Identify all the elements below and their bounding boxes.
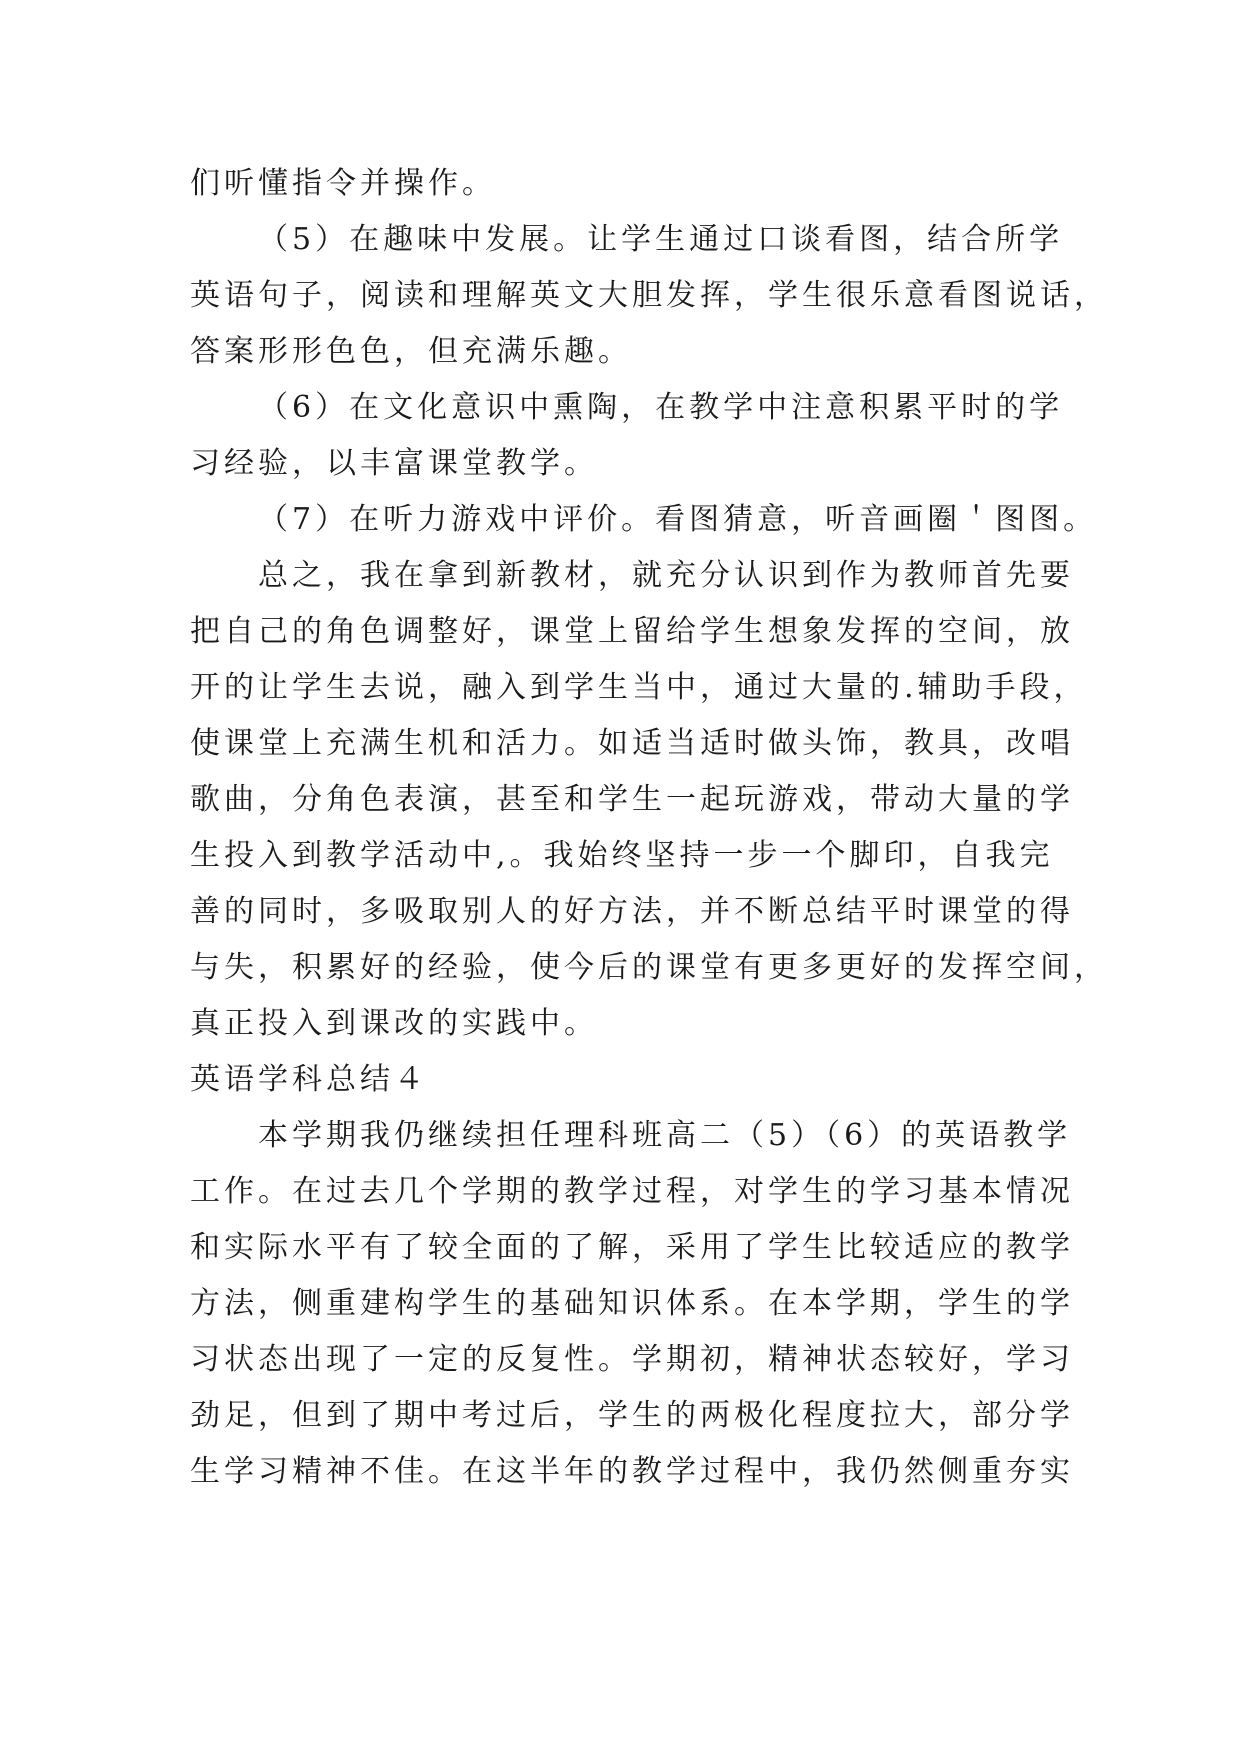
text-line: 真正投入到课改的实践中。 <box>190 1006 598 1041</box>
text-line: 生学习精神不佳。在这半年的教学过程中，我仍然侧重夯实 <box>190 1454 1074 1489</box>
text-line: 劲足，但到了期中考过后，学生的两极化程度拉大，部分学 <box>190 1398 1074 1433</box>
text-line: 习经验，以丰富课堂教学。 <box>190 446 598 481</box>
text-line: 本学期我仍继续担任理科班高二（5）（6）的英语教学 <box>258 1118 1072 1153</box>
text-line: 答案形形色色，但充满乐趣。 <box>190 334 632 369</box>
text-line: （7）在听力游戏中评价。看图猜意，听音画圈＇图图。 <box>258 502 1098 537</box>
text-line: 把自己的角色调整好，课堂上留给学生想象发挥的空间，放 <box>190 614 1074 649</box>
text-line: 开的让学生去说，融入到学生当中，通过大量的.辅助手段， <box>190 670 1088 705</box>
text-line: 歌曲，分角色表演，甚至和学生一起玩游戏，带动大量的学 <box>190 782 1074 817</box>
section-heading: 英语学科总结４ <box>190 1062 428 1097</box>
text-line: 和实际水平有了较全面的了解，采用了学生比较适应的教学 <box>190 1230 1074 1265</box>
text-line: 们听懂指令并操作。 <box>190 166 496 201</box>
text-line: （6）在文化意识中熏陶，在教学中注意积累平时的学 <box>258 390 1064 425</box>
text-line: 英语句子，阅读和理解英文大胆发挥，学生很乐意看图说话， <box>190 278 1108 313</box>
text-line: 总之，我在拿到新教材，就充分认识到作为教师首先要 <box>258 558 1074 593</box>
text-line: 使课堂上充满生机和活力。如适当适时做头饰，教具，改唱 <box>190 726 1074 761</box>
text-line: 方法，侧重建构学生的基础知识体系。在本学期，学生的学 <box>190 1286 1074 1321</box>
text-line: 生投入到教学活动中,。我始终坚持一步一个脚印，自我完 <box>190 838 1054 873</box>
text-line: 与失，积累好的经验，使今后的课堂有更多更好的发挥空间， <box>190 950 1108 985</box>
text-line: 习状态出现了一定的反复性。学期初，精神状态较好，学习 <box>190 1342 1074 1377</box>
text-line: 工作。在过去几个学期的教学过程，对学生的学习基本情况 <box>190 1174 1074 1209</box>
text-line: （5）在趣味中发展。让学生通过口谈看图，结合所学 <box>258 222 1064 257</box>
text-line: 善的同时，多吸取别人的好方法，并不断总结平时课堂的得 <box>190 894 1074 929</box>
